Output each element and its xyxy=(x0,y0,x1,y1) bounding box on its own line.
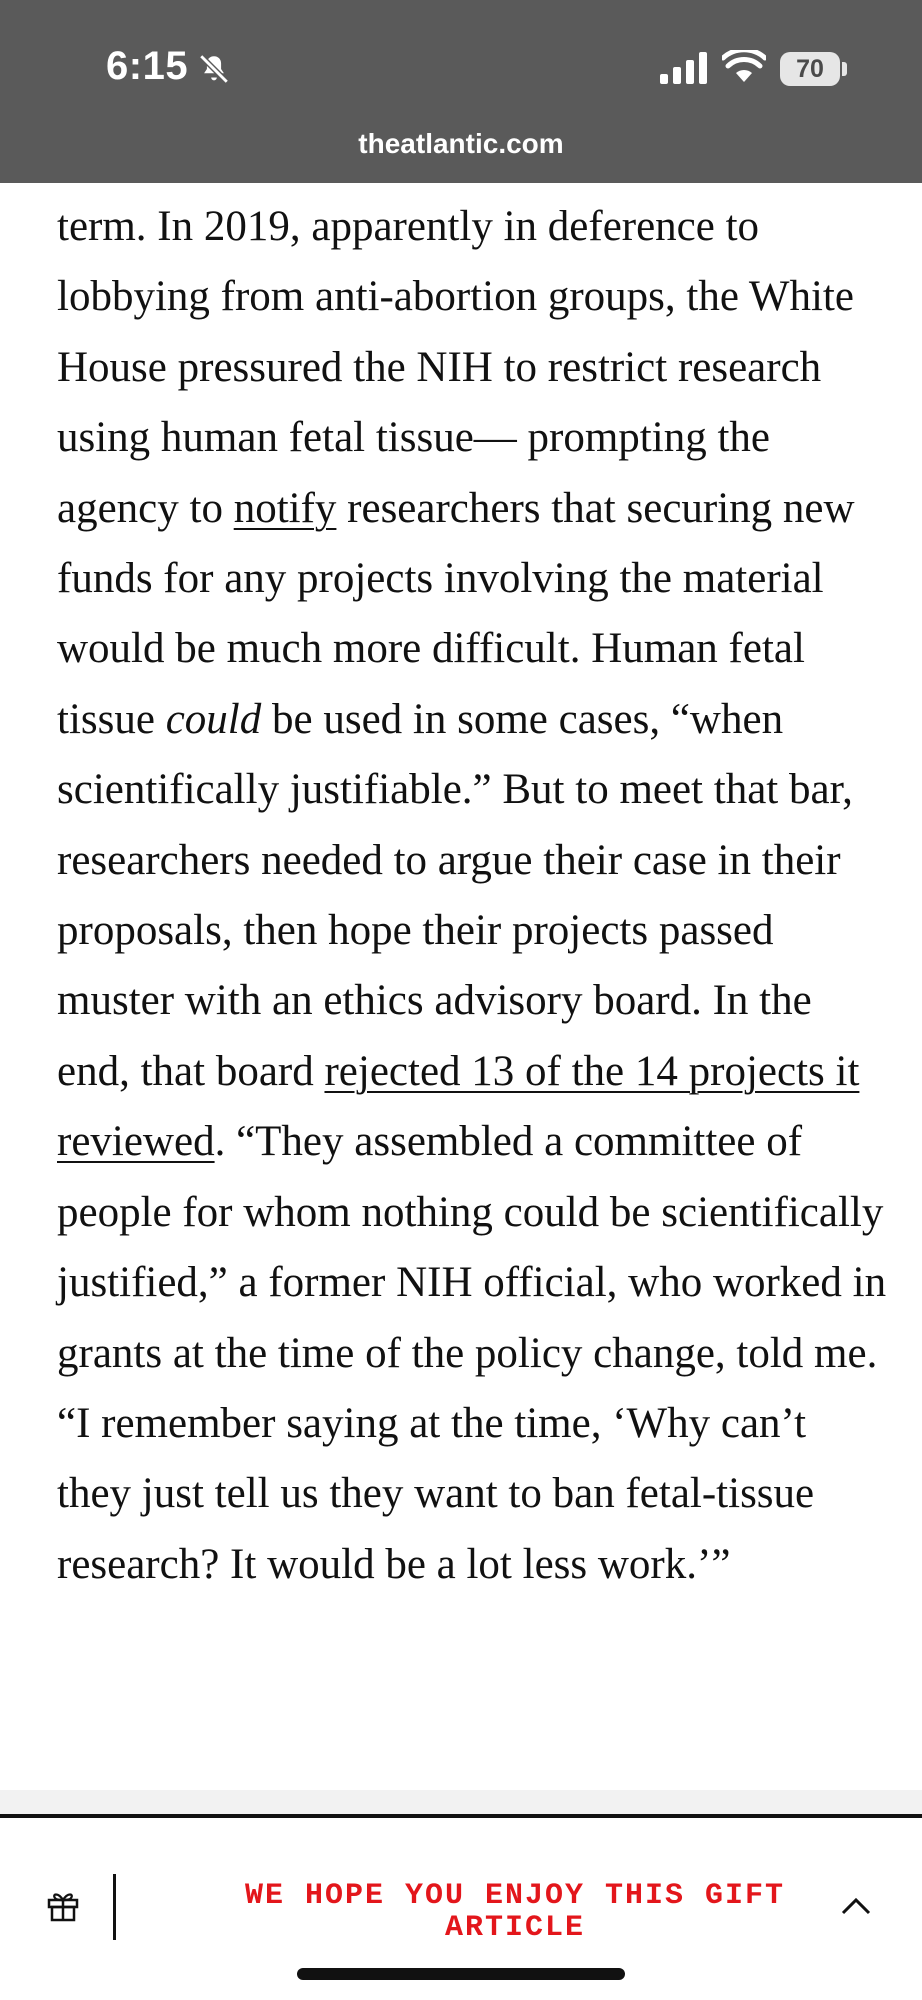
gift-article-message: WE HOPE YOU ENJOY THIS GIFT ARTICLE xyxy=(244,1879,786,1945)
article-body xyxy=(57,192,887,1600)
article-text: . “They assembled a committee of people for whom nothing could be scientifically justified,” a former NIH official, who worked in grants at the time of the policy change, told me. “I remember saying at the time, ‘Why can’t they just tell us they want to ban fetal-tissue research? It would be a lot less work.’” xyxy=(57,1118,887,1588)
battery-level: 70 xyxy=(796,54,824,83)
browser-top-bar xyxy=(0,0,922,183)
bell-slash-icon xyxy=(197,52,231,86)
battery-tip xyxy=(842,62,847,76)
article-text: be used in some cases, “when scientifically justifiable.” But to meet that bar, researchers needed to argue their case in their proposals, then hope their projects passed muster with an ethics advisory board. In the end, that board xyxy=(57,695,853,1095)
url-bar[interactable]: theatlantic.com xyxy=(358,128,564,159)
notify-link[interactable]: notify xyxy=(233,484,337,532)
home-indicator[interactable] xyxy=(297,1968,625,1980)
content-end-band xyxy=(0,1790,922,1814)
chevron-up-icon[interactable] xyxy=(840,1896,872,1916)
cellular-signal-icon xyxy=(660,52,710,84)
battery-icon xyxy=(780,52,840,86)
gift-article-bar xyxy=(0,1818,922,2000)
wifi-icon xyxy=(722,50,766,84)
status-time: 6:15 xyxy=(106,44,189,88)
gift-icon[interactable] xyxy=(46,1888,80,1922)
article-emphasis: could xyxy=(165,695,262,743)
rejected-projects-link[interactable]: rejected 13 of the 14 projects it reviewed xyxy=(57,1047,860,1166)
article-text: term. In 2019, apparently in deference to lobbying from anti-abortion groups, the White House pressured the NIH to restrict research using human fetal tissue— prompting the agency to xyxy=(57,203,854,532)
article-text: researchers that securing new funds for any projects involving the material would be much more difficult. Human fetal tissue xyxy=(57,484,855,743)
vertical-separator xyxy=(113,1874,116,1940)
